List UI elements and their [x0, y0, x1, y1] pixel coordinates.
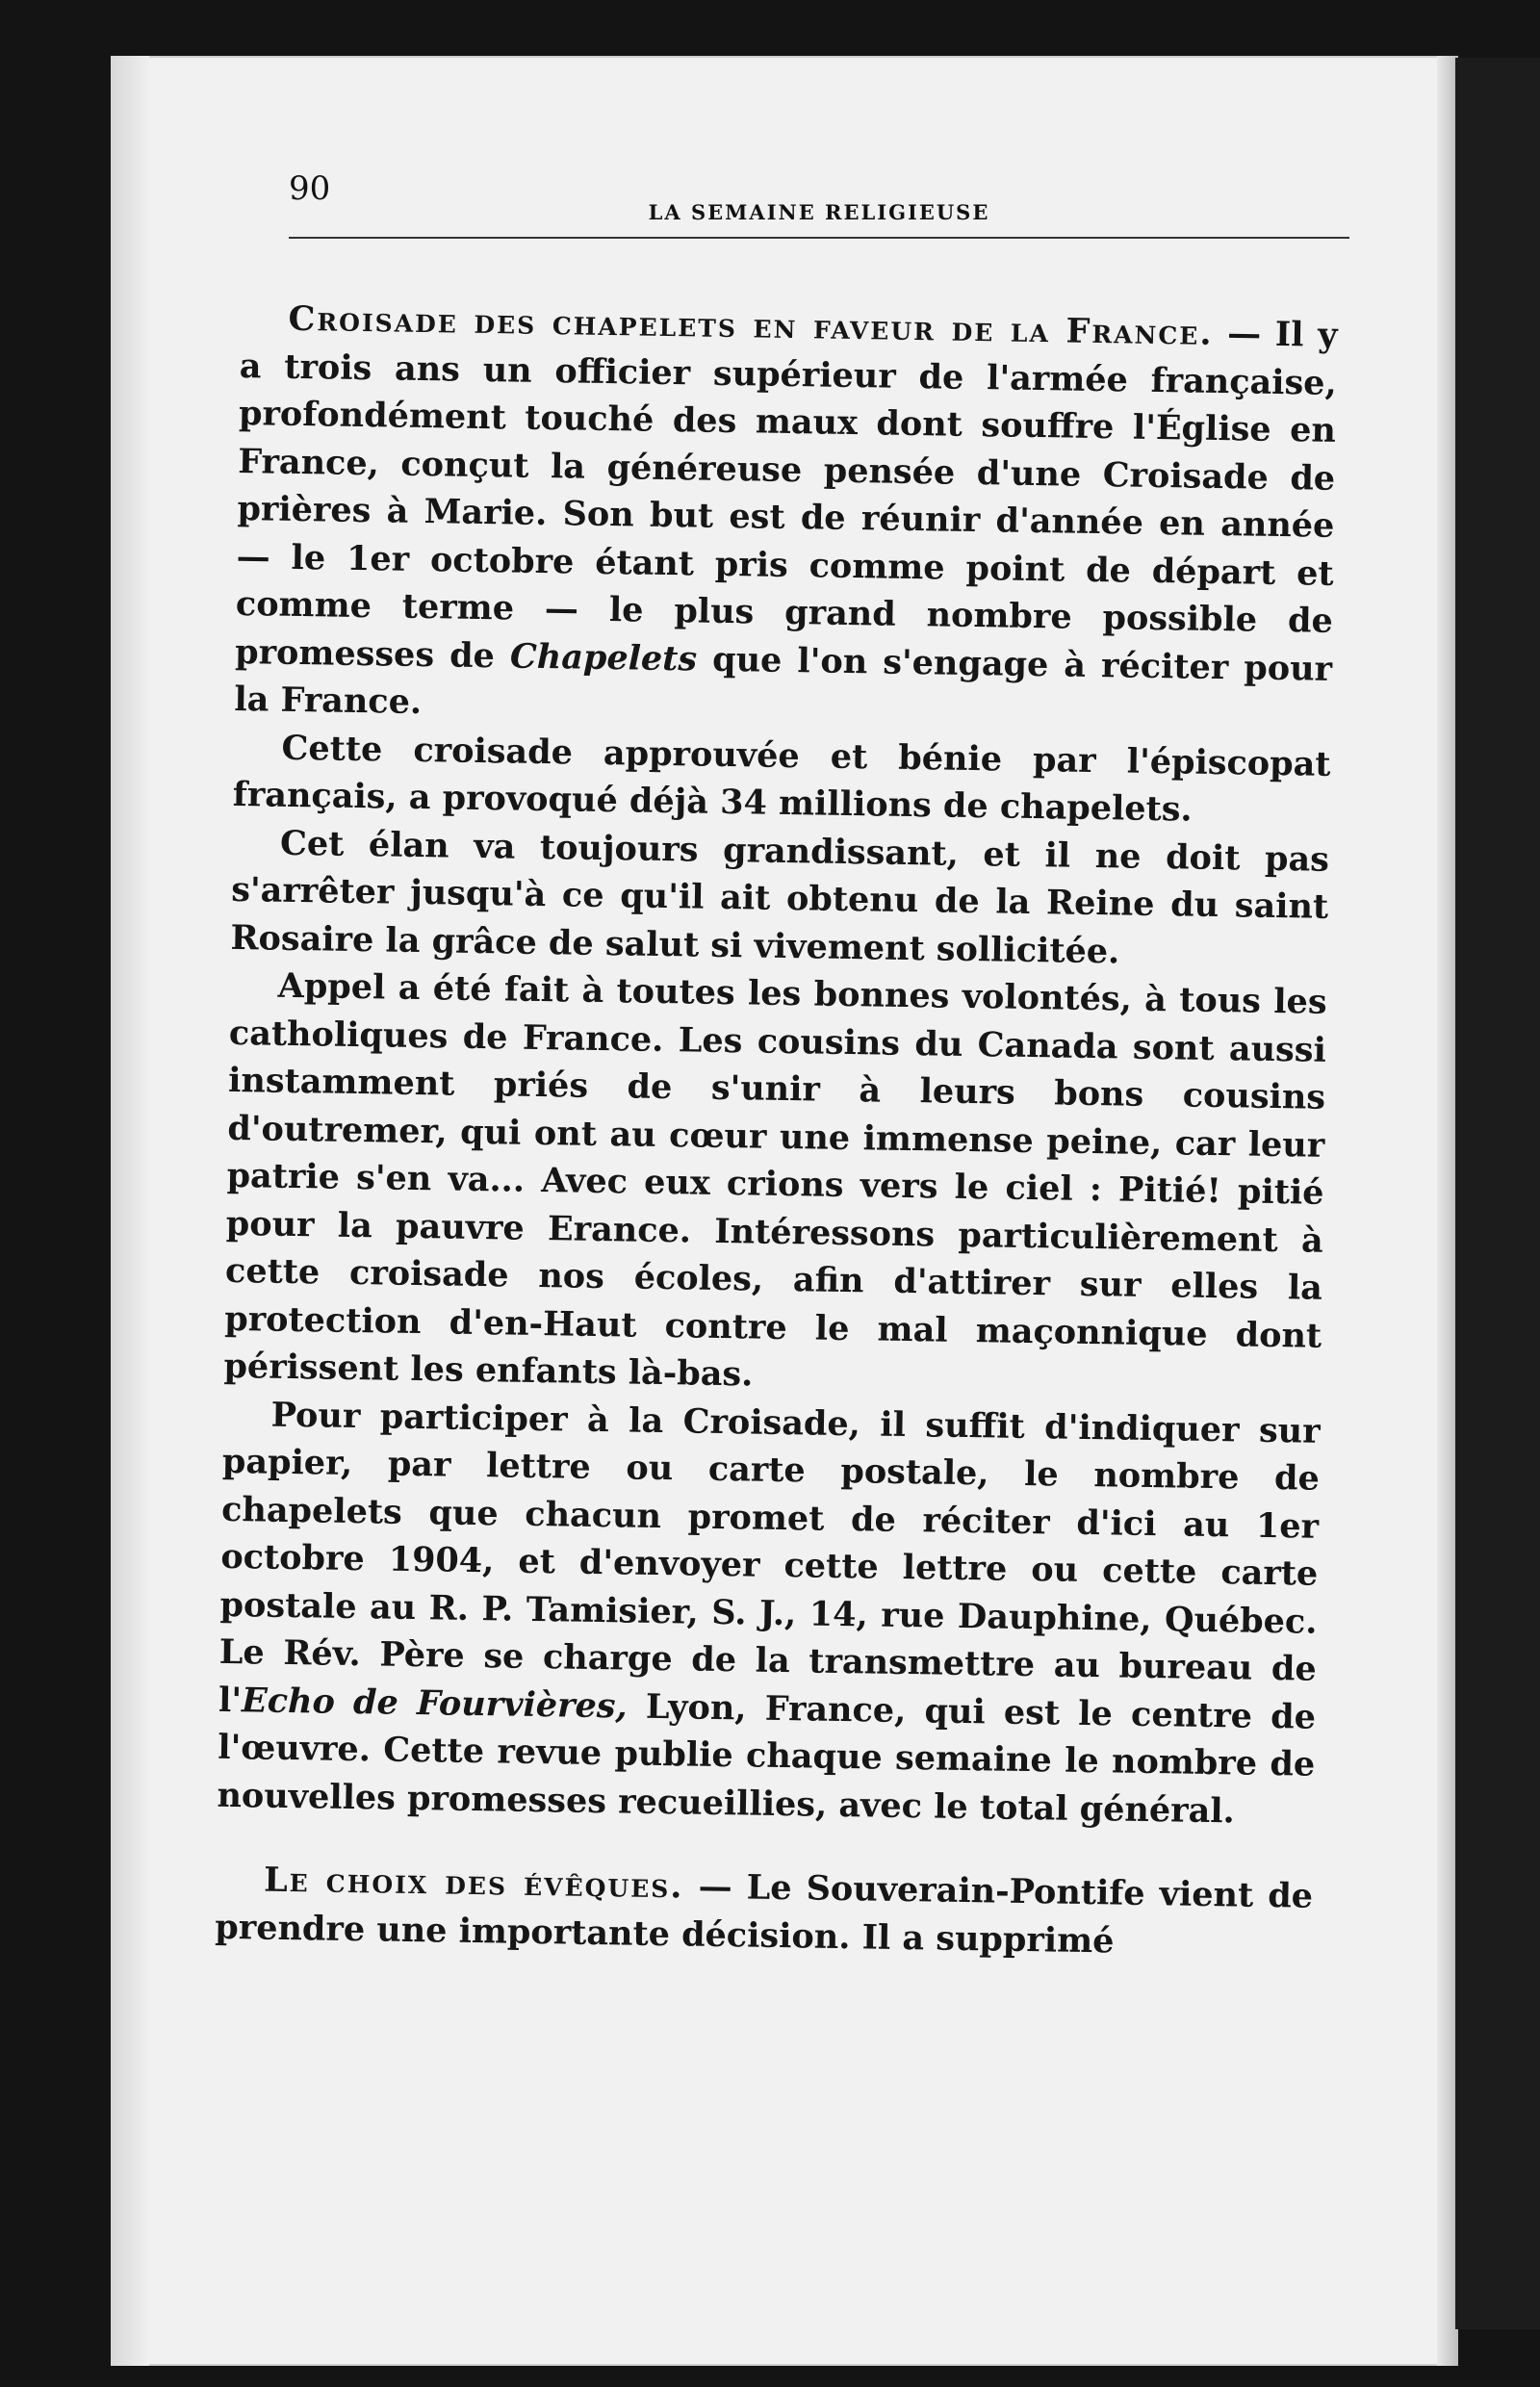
book-spine-shadow: [1455, 58, 1540, 2329]
section-title: Croisade des chapelets en faveur de la France.: [288, 298, 1214, 353]
paragraph: Cet élan va toujours grandissant, et il ne doit pas s'arrêter jusqu'à ce qu'il ait obtenu de la Reine du saint Rosaire la grâce de salut si vivement sollicitée.: [230, 823, 1330, 971]
paragraph: Croisade des chapelets en faveur de la France. — Il y a trois ans un officier supérieur de l'armée française, profondément touché des maux dont souffre l'Église en France, conçut la généreuse pensée d'une Croisade de prières à Marie. Son but est de réunir d'année en année — le 1er octobre étant pris comme point de départ et comme terme — le plus grand nombre possible de promesses de Chapelets que l'on s'engage à réciter pour la France.: [234, 298, 1338, 723]
page-header: [289, 169, 1349, 227]
page-edge-left: [111, 56, 149, 2366]
paragraph: Appel a été fait à toutes les bonnes volontés, à tous les catholiques de France. Les cousins du Canada sont aussi instamment priés de s'unir à leurs bons cousins d'outremer, qui ont au cœur une immense peine, car leur patrie s'en va... Avec eux crions vers le ciel : Pitié! pitié pour la pauvre Erance. Intéressons particulièrement à cette croisade nos écoles, afin d'attirer sur elles la protection d'en-Haut contre le mal maçonnique dont périssent les enfants là-bas.: [223, 965, 1327, 1395]
header-rule: [289, 237, 1349, 239]
paragraph: Le choix des évêques. — Le Souverain-Pontife vient de prendre une importante décision. Il a supprimé: [215, 1860, 1314, 1961]
page-number: 90: [289, 169, 331, 208]
running-title: LA SEMAINE RELIGIEUSE: [648, 200, 990, 224]
paragraph: Cette croisade approuvée et bénie par l'épiscopat français, a provoqué déjà 34 millions de chapelets.: [232, 728, 1331, 830]
section-title: Le choix des évêques.: [263, 1860, 684, 1907]
paragraph: Pour participer à la Croisade, il suffit d'indiquer sur papier, par lettre ou carte postale, le nombre de chapelets que chacun promet de réciter d'ici au 1er octobre 1904, et d'envoyer cette lettre ou cette carte postale au R. P. Tamisier, S. J., 14, rue Dauphine, Québec. Le Rév. Père se charge de la transmettre au bureau de l'Echo de Fourvières, Lyon, France, qui est le centre de l'œuvre. Cette revue publie chaque semaine le nombre de nouvelles promesses recueillies, avec le total général.: [217, 1395, 1321, 1831]
article-body: [215, 295, 1338, 1968]
